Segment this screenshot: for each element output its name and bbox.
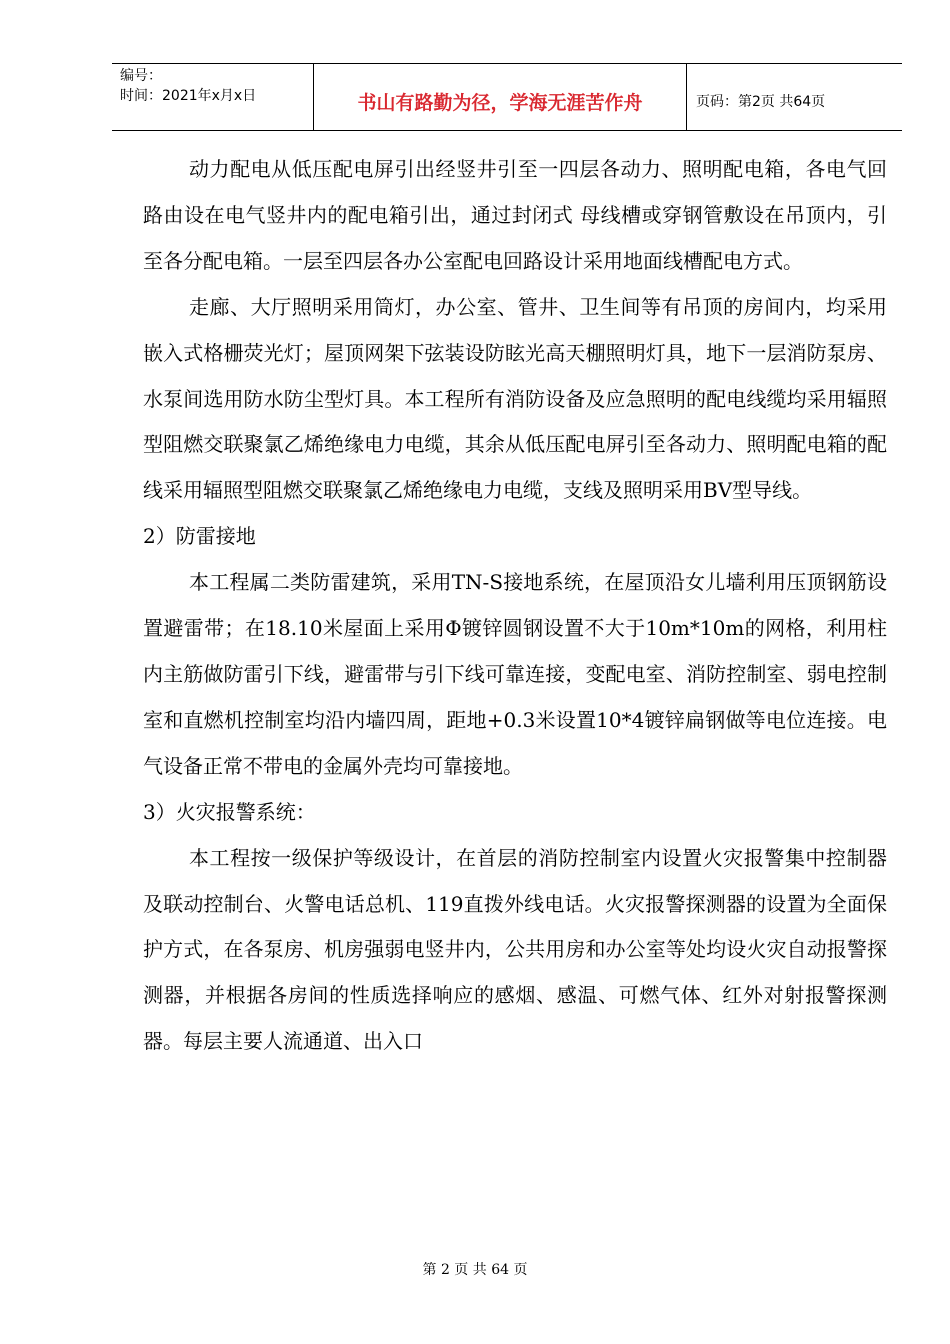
document-date-label: 时间：2021年x月x日 bbox=[120, 88, 257, 104]
header-motto: 书山有路勤为径，学海无涯苦作舟 bbox=[357, 92, 643, 114]
document-header bbox=[112, 63, 902, 131]
header-motto-cell bbox=[313, 64, 687, 130]
document-body bbox=[143, 147, 887, 1065]
page-footer: 第 2 页 共 64 页 bbox=[422, 1262, 528, 1278]
header-page-info: 页码：第2页 共64页 bbox=[696, 94, 826, 110]
paragraph-lighting: 走廊、大厅照明采用筒灯，办公室、管井、卫生间等有吊顶的房间内，均采用嵌入式格栅荧光灯；屋顶网架下弦装设防眩光高天棚照明灯具，地下一层消防泵房、水泵间选用防水防尘型灯具。本工程所有消防设备及应急照明的配电线缆均采用辐照型阻燃交联聚氯乙烯绝缘电力电缆，其余从低压配电屏引至各动力、照明配电箱的配线采用辐照型阻燃交联聚氯乙烯绝缘电力电缆，支线及照明采用BV型导线。 bbox=[143, 294, 887, 503]
paragraph-fire-alarm: 本工程按一级保护等级设计，在首层的消防控制室内设置火灾报警集中控制器及联动控制台、火警电话总机、119直拨外线电话。火灾报警探测器的设置为全面保护方式，在各泵房、机房强弱电竖井内，公共用房和办公室等处均设火灾自动报警探测器，并根据各房间的性质选择响应的感烟、感温、可燃气体、红外对射报警探测器。每层主要人流通道、出入口 bbox=[143, 845, 887, 1054]
section-heading-lightning-grounding: 2）防雷接地 bbox=[143, 524, 256, 549]
header-page-cell bbox=[687, 64, 902, 130]
header-meta-cell bbox=[112, 64, 313, 130]
paragraph-lightning-grounding: 本工程属二类防雷建筑，采用TN-S接地系统，在屋顶沿女儿墙利用压顶钢筋设置避雷带；在18.10米屋面上采用Φ镀锌圆钢设置不大于10m*10m的网格，利用柱内主筋做防雷引下线，避雷带与引下线可靠连接，变配电室、消防控制室、弱电控制室和直燃机控制室均沿内墙四周，距地+0.3米设置10*4镀锌扁钢做等电位连接。电气设备正常不带电的金属外壳均可靠接地。 bbox=[143, 570, 887, 778]
section-heading-fire-alarm: 3）火灾报警系统： bbox=[143, 799, 316, 824]
document-number-label: 编号： bbox=[120, 68, 162, 84]
paragraph-power-distribution: 动力配电从低压配电屏引出经竖井引至一四层各动力、照明配电箱，各电气回路由设在电气竖井内的配电箱引出，通过封闭式 母线槽或穿钢管敷设在吊顶内，引至各分配电箱。一层至四层各办公室配电回路设计采用地面线槽配电方式。 bbox=[143, 157, 887, 273]
